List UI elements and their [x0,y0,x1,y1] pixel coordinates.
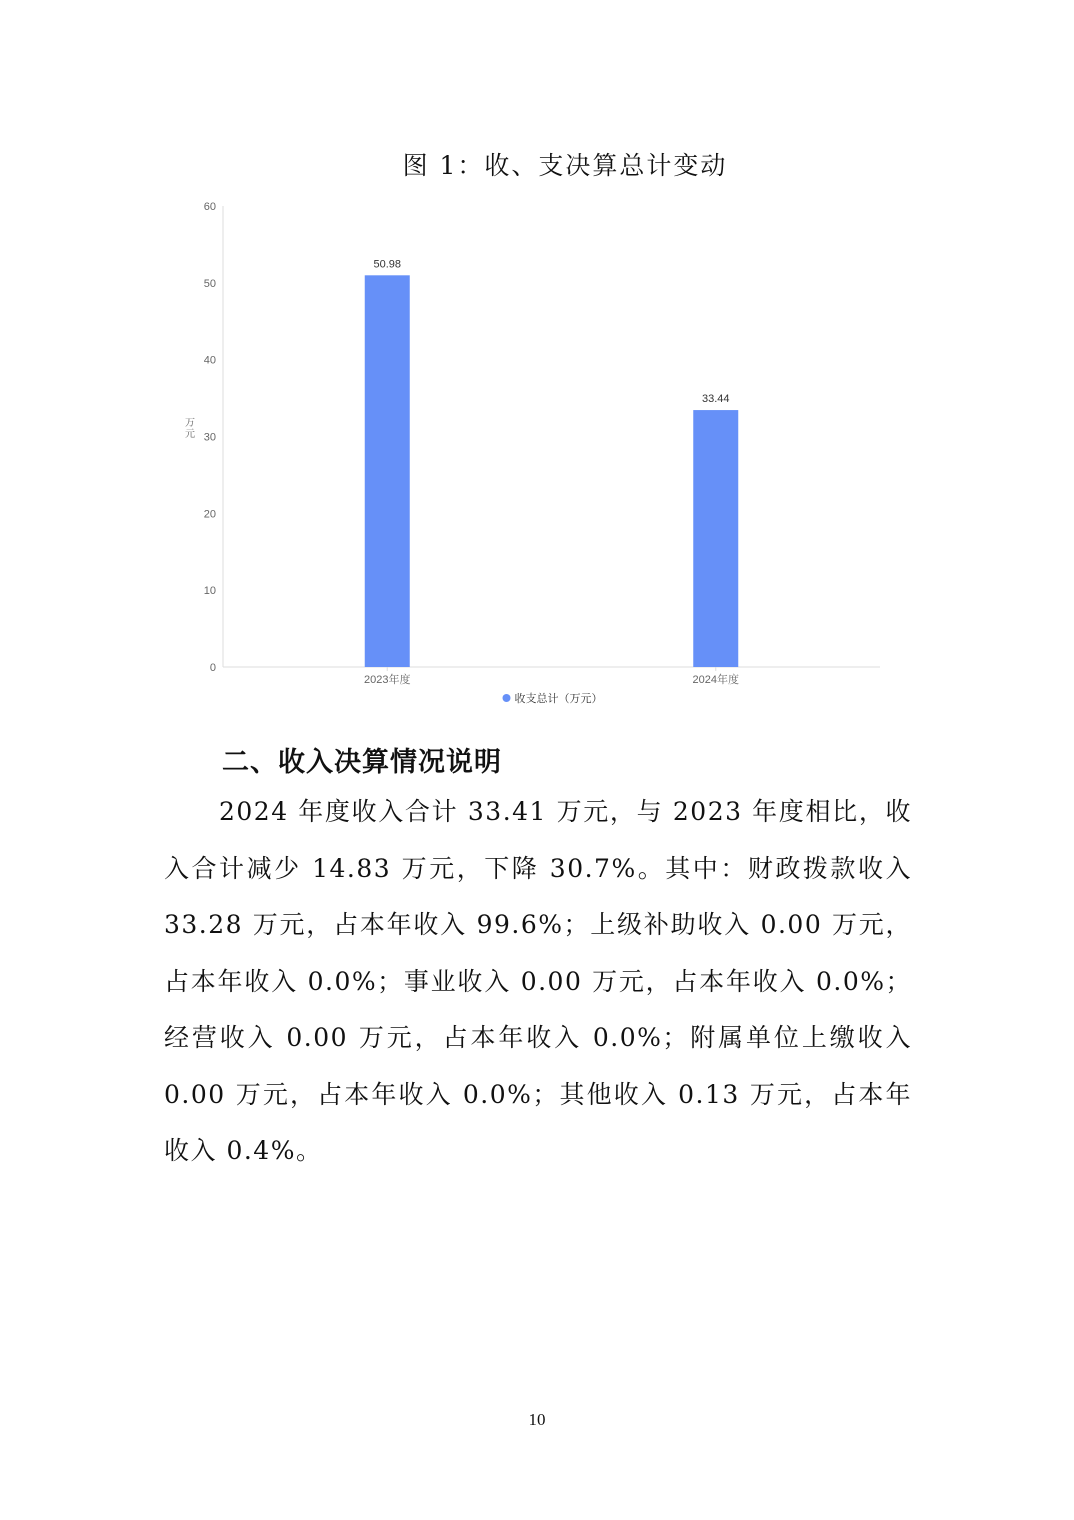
x-tick-label: 2023年度 [364,674,411,686]
legend-label: 收支总计（万元） [514,693,603,705]
section-heading: 二、收入决算情况说明 [222,747,502,778]
bar [365,275,410,667]
y-axis-label-char: 元 [185,429,195,440]
y-axis-label-char: 万 [185,418,195,429]
data-label: 33.44 [701,393,730,406]
figure-title: 图 1：收、支决算总计变动 [402,151,728,180]
y-tick-label: 10 [203,585,216,598]
x-tick-label: 2024年度 [692,674,739,686]
y-tick-label: 50 [203,277,216,290]
y-tick-label: 20 [203,508,216,521]
y-tick-label: 30 [203,431,216,444]
body-paragraph: 2024 年度收入合计 33.41 万元，与 2023 年度相比，收入合计减少 14.83 万元，下降 30.7%。其中：财政拨款收入 33.28 万元，占本年收入 99.6%；上级补助收入 0.00 万元，占本年收入 0.0%；事业收入 0.00 万元，占本年收入 0.0%；经营收入 0.00 万元，占本年收入 0.0%；附属单位上缴收入 0.00 万元，占本年收入 0.0%；其他收入 0.13 万元，占本年收入 0.4%。 [164,797,912,1165]
y-tick-label: 60 [203,201,216,213]
bar-chart [160,190,900,720]
page-number: 10 [528,1410,546,1429]
y-tick-label: 40 [203,354,216,367]
bar [693,410,738,667]
legend-marker [503,694,511,702]
data-label: 50.98 [373,258,402,271]
y-tick-label: 0 [209,662,216,674]
